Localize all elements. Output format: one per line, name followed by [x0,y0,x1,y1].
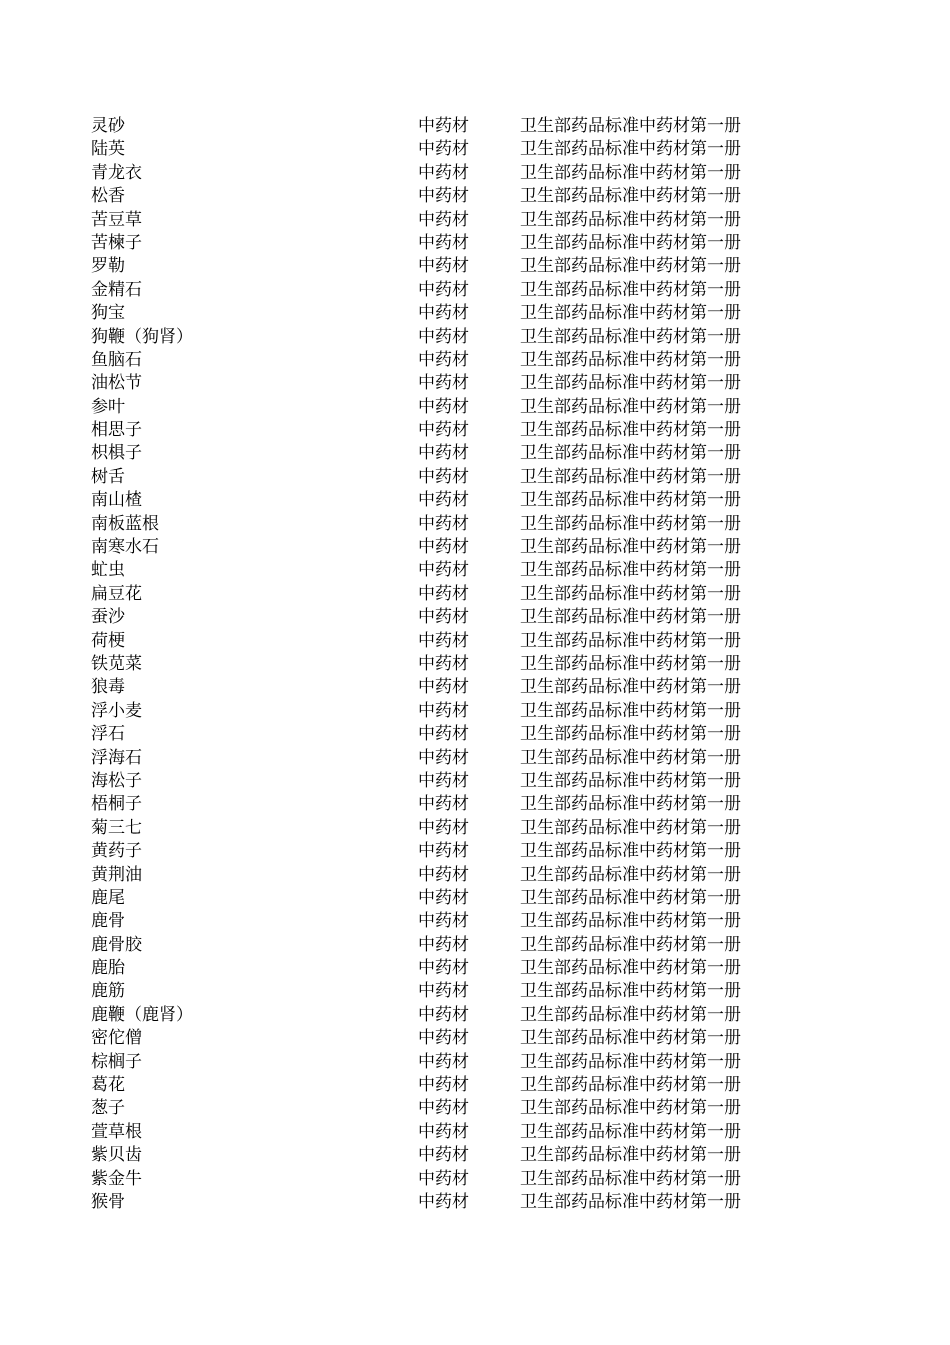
standard-source-cell: 卫生部药品标准中药材第一册 [520,186,741,207]
category-cell: 中药材 [418,583,469,604]
material-name-cell: 鱼脑石 [91,349,142,370]
material-name-cell: 密佗僧 [91,1028,142,1049]
table-row [0,209,950,232]
category-cell: 中药材 [418,116,469,136]
table-row [0,980,950,1003]
material-name-cell: 黄荆油 [91,864,142,885]
table-row [0,372,950,395]
category-cell: 中药材 [418,1145,469,1166]
category-cell: 中药材 [418,1168,469,1189]
material-name-cell: 荷梗 [91,630,125,651]
table-row [0,185,950,208]
material-name-cell: 松香 [91,186,125,207]
category-cell: 中药材 [418,349,469,370]
table-row [0,700,950,723]
standard-source-cell: 卫生部药品标准中药材第一册 [520,1191,741,1212]
table-row [0,396,950,419]
category-cell: 中药材 [418,630,469,651]
table-row [0,1144,950,1167]
table-row [0,606,950,629]
standard-source-cell: 卫生部药品标准中药材第一册 [520,326,741,347]
table-row [0,910,950,933]
category-cell: 中药材 [418,256,469,277]
material-name-cell: 虻虫 [91,560,125,581]
category-cell: 中药材 [418,232,469,253]
material-name-cell: 鹿骨 [91,911,125,932]
table-row [0,1051,950,1074]
table-row [0,840,950,863]
category-cell: 中药材 [418,841,469,862]
material-name-cell: 铁苋菜 [91,653,142,674]
category-cell: 中药材 [418,396,469,417]
standard-source-cell: 卫生部药品标准中药材第一册 [520,1121,741,1142]
standard-source-cell: 卫生部药品标准中药材第一册 [520,1051,741,1072]
material-name-cell: 鹿筋 [91,981,125,1002]
table-row [0,676,950,699]
material-name-cell: 浮石 [91,724,125,745]
table-row [0,1121,950,1144]
standard-source-cell: 卫生部药品标准中药材第一册 [520,420,741,441]
standard-source-cell: 卫生部药品标准中药材第一册 [520,1004,741,1025]
table-row [0,1097,950,1120]
table-row [0,513,950,536]
table-row [0,1074,950,1097]
category-cell: 中药材 [418,326,469,347]
table-row [0,1191,950,1214]
table-row [0,723,950,746]
medicinal-materials-table [0,115,950,1214]
table-row [0,419,950,442]
material-name-cell: 鹿尾 [91,887,125,908]
table-row [0,162,950,185]
standard-source-cell: 卫生部药品标准中药材第一册 [520,794,741,815]
category-cell: 中药材 [418,373,469,394]
table-row [0,326,950,349]
standard-source-cell: 卫生部药品标准中药材第一册 [520,232,741,253]
material-name-cell: 浮小麦 [91,700,142,721]
material-name-cell: 萱草根 [91,1121,142,1142]
material-name-cell: 猴骨 [91,1191,125,1212]
table-row [0,770,950,793]
material-name-cell: 树舌 [91,466,125,487]
category-cell: 中药材 [418,209,469,230]
table-row [0,536,950,559]
category-cell: 中药材 [418,794,469,815]
standard-source-cell: 卫生部药品标准中药材第一册 [520,490,741,511]
category-cell: 中药材 [418,443,469,464]
table-row [0,583,950,606]
material-name-cell: 苦豆草 [91,209,142,230]
material-name-cell: 苦楝子 [91,232,142,253]
category-cell: 中药材 [418,1075,469,1096]
material-name-cell: 陆英 [91,139,125,160]
category-cell: 中药材 [418,958,469,979]
table-row [0,653,950,676]
standard-source-cell: 卫生部药品标准中药材第一册 [520,349,741,370]
table-row [0,279,950,302]
category-cell: 中药材 [418,747,469,768]
category-cell: 中药材 [418,303,469,324]
material-name-cell: 葱子 [91,1098,125,1119]
material-name-cell: 梧桐子 [91,794,142,815]
table-row [0,887,950,910]
material-name-cell: 棕榈子 [91,1051,142,1072]
standard-source-cell: 卫生部药品标准中药材第一册 [520,934,741,955]
material-name-cell: 南山楂 [91,490,142,511]
category-cell: 中药材 [418,607,469,628]
material-name-cell: 鹿骨胶 [91,934,142,955]
standard-source-cell: 卫生部药品标准中药材第一册 [520,677,741,698]
category-cell: 中药材 [418,653,469,674]
category-cell: 中药材 [418,537,469,558]
standard-source-cell: 卫生部药品标准中药材第一册 [520,116,741,136]
standard-source-cell: 卫生部药品标准中药材第一册 [520,373,741,394]
table-row [0,957,950,980]
material-name-cell: 参叶 [91,396,125,417]
material-name-cell: 灵砂 [91,116,125,136]
category-cell: 中药材 [418,1028,469,1049]
material-name-cell: 青龙衣 [91,162,142,183]
category-cell: 中药材 [418,186,469,207]
category-cell: 中药材 [418,934,469,955]
material-name-cell: 紫金牛 [91,1168,142,1189]
standard-source-cell: 卫生部药品标准中药材第一册 [520,466,741,487]
standard-source-cell: 卫生部药品标准中药材第一册 [520,607,741,628]
table-row [0,489,950,512]
standard-source-cell: 卫生部药品标准中药材第一册 [520,981,741,1002]
standard-source-cell: 卫生部药品标准中药材第一册 [520,162,741,183]
material-name-cell: 鹿胎 [91,958,125,979]
material-name-cell: 紫贝齿 [91,1145,142,1166]
material-name-cell: 葛花 [91,1075,125,1096]
standard-source-cell: 卫生部药品标准中药材第一册 [520,864,741,885]
table-row [0,442,950,465]
table-row [0,559,950,582]
standard-source-cell: 卫生部药品标准中药材第一册 [520,1098,741,1119]
material-name-cell: 南板蓝根 [91,513,159,534]
standard-source-cell: 卫生部药品标准中药材第一册 [520,1075,741,1096]
table-row [0,1004,950,1027]
category-cell: 中药材 [418,139,469,160]
standard-source-cell: 卫生部药品标准中药材第一册 [520,770,741,791]
standard-source-cell: 卫生部药品标准中药材第一册 [520,841,741,862]
category-cell: 中药材 [418,981,469,1002]
table-row [0,934,950,957]
table-row [0,793,950,816]
standard-source-cell: 卫生部药品标准中药材第一册 [520,256,741,277]
material-name-cell: 金精石 [91,279,142,300]
table-row [0,232,950,255]
table-row [0,630,950,653]
standard-source-cell: 卫生部药品标准中药材第一册 [520,443,741,464]
category-cell: 中药材 [418,911,469,932]
category-cell: 中药材 [418,162,469,183]
category-cell: 中药材 [418,466,469,487]
standard-source-cell: 卫生部药品标准中药材第一册 [520,513,741,534]
material-name-cell: 南寒水石 [91,537,159,558]
standard-source-cell: 卫生部药品标准中药材第一册 [520,724,741,745]
standard-source-cell: 卫生部药品标准中药材第一册 [520,396,741,417]
category-cell: 中药材 [418,513,469,534]
material-name-cell: 相思子 [91,420,142,441]
material-name-cell: 海松子 [91,770,142,791]
standard-source-cell: 卫生部药品标准中药材第一册 [520,209,741,230]
category-cell: 中药材 [418,1098,469,1119]
standard-source-cell: 卫生部药品标准中药材第一册 [520,817,741,838]
material-name-cell: 罗勒 [91,256,125,277]
table-row [0,817,950,840]
category-cell: 中药材 [418,1051,469,1072]
table-row [0,466,950,489]
category-cell: 中药材 [418,490,469,511]
material-name-cell: 扁豆花 [91,583,142,604]
category-cell: 中药材 [418,700,469,721]
category-cell: 中药材 [418,1121,469,1142]
standard-source-cell: 卫生部药品标准中药材第一册 [520,700,741,721]
material-name-cell: 狼毒 [91,677,125,698]
standard-source-cell: 卫生部药品标准中药材第一册 [520,139,741,160]
standard-source-cell: 卫生部药品标准中药材第一册 [520,653,741,674]
category-cell: 中药材 [418,279,469,300]
category-cell: 中药材 [418,887,469,908]
category-cell: 中药材 [418,817,469,838]
standard-source-cell: 卫生部药品标准中药材第一册 [520,747,741,768]
material-name-cell: 鹿鞭（鹿肾） [91,1004,193,1025]
standard-source-cell: 卫生部药品标准中药材第一册 [520,911,741,932]
standard-source-cell: 卫生部药品标准中药材第一册 [520,1168,741,1189]
category-cell: 中药材 [418,677,469,698]
table-row [0,138,950,161]
category-cell: 中药材 [418,1191,469,1212]
table-row [0,349,950,372]
material-name-cell: 狗鞭（狗肾） [91,326,193,347]
table-row [0,302,950,325]
category-cell: 中药材 [418,560,469,581]
category-cell: 中药材 [418,770,469,791]
material-name-cell: 黄药子 [91,841,142,862]
standard-source-cell: 卫生部药品标准中药材第一册 [520,303,741,324]
table-row [0,747,950,770]
table-row [0,1027,950,1050]
standard-source-cell: 卫生部药品标准中药材第一册 [520,583,741,604]
category-cell: 中药材 [418,724,469,745]
standard-source-cell: 卫生部药品标准中药材第一册 [520,630,741,651]
standard-source-cell: 卫生部药品标准中药材第一册 [520,560,741,581]
material-name-cell: 蚕沙 [91,607,125,628]
table-row [0,255,950,278]
standard-source-cell: 卫生部药品标准中药材第一册 [520,279,741,300]
standard-source-cell: 卫生部药品标准中药材第一册 [520,958,741,979]
table-row [0,1168,950,1191]
category-cell: 中药材 [418,1004,469,1025]
standard-source-cell: 卫生部药品标准中药材第一册 [520,537,741,558]
category-cell: 中药材 [418,420,469,441]
standard-source-cell: 卫生部药品标准中药材第一册 [520,1145,741,1166]
material-name-cell: 油松节 [91,373,142,394]
standard-source-cell: 卫生部药品标准中药材第一册 [520,1028,741,1049]
material-name-cell: 浮海石 [91,747,142,768]
material-name-cell: 枳椇子 [91,443,142,464]
category-cell: 中药材 [418,864,469,885]
standard-source-cell: 卫生部药品标准中药材第一册 [520,887,741,908]
table-row [0,864,950,887]
material-name-cell: 菊三七 [91,817,142,838]
material-name-cell: 狗宝 [91,303,125,324]
table-row [0,115,950,138]
